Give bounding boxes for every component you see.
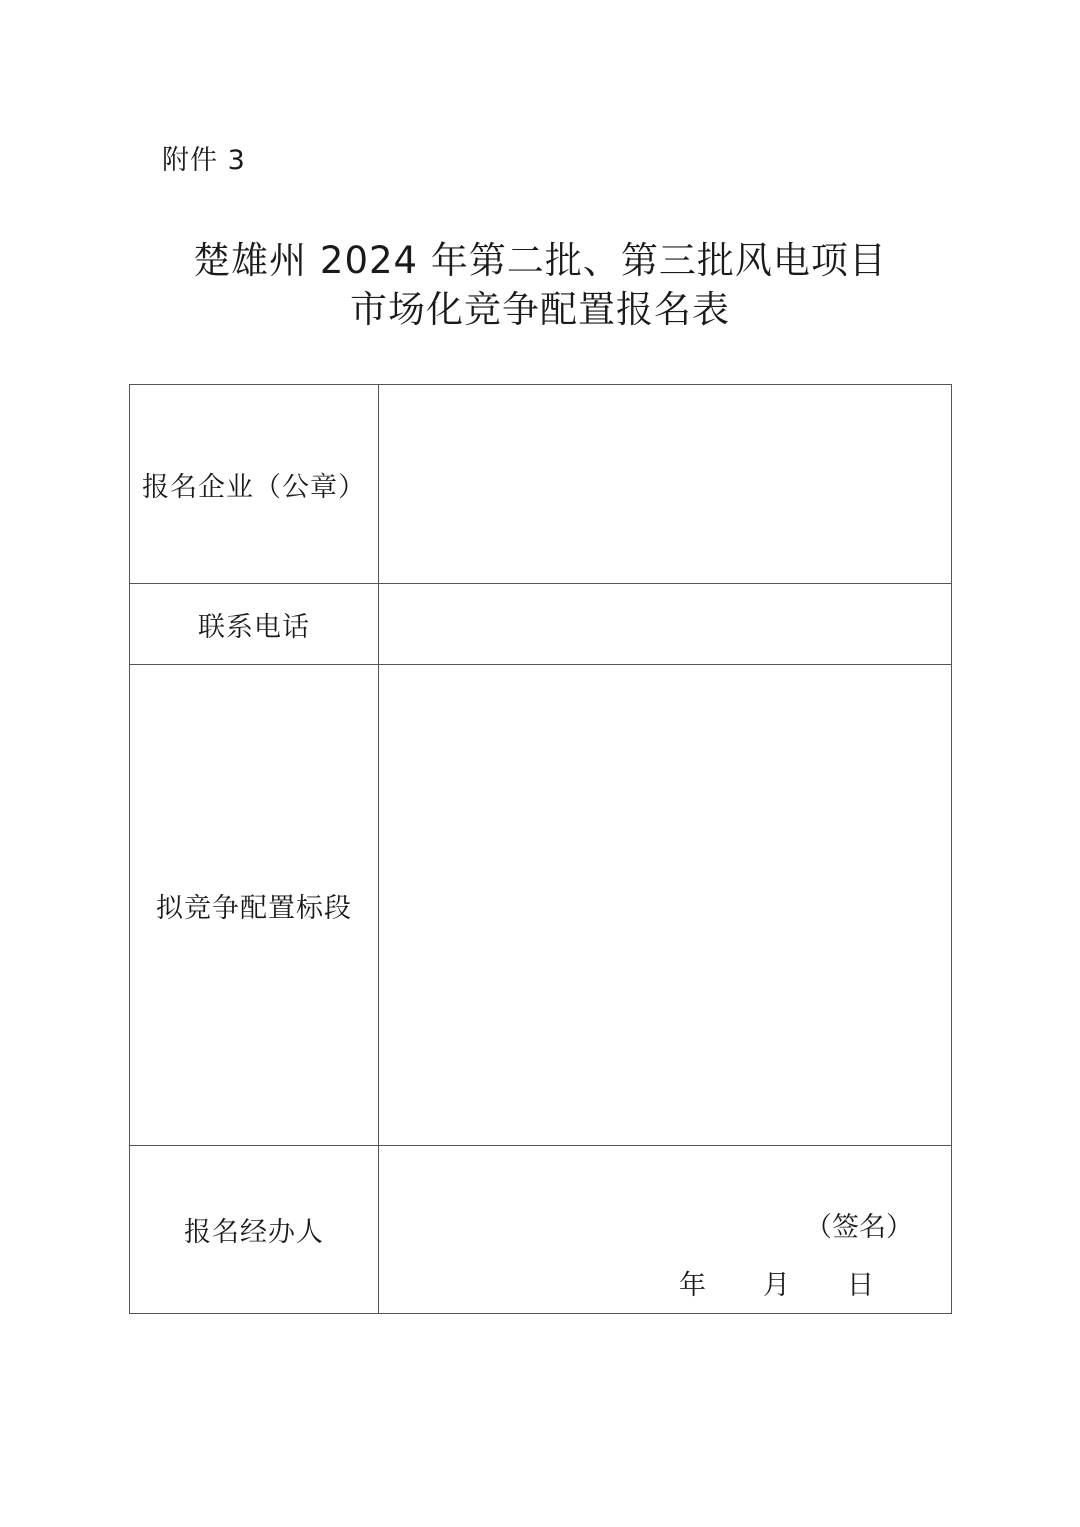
table-row-company [130, 385, 952, 584]
section-field[interactable] [379, 665, 952, 1146]
date-month-label: 月 [763, 1269, 790, 1301]
attachment-label: 附件 3 [162, 145, 246, 176]
title-line-1: 楚雄州 2024 年第二批、第三批风电项目 [193, 239, 887, 282]
table-row-section [130, 665, 952, 1146]
table-row-agent [130, 1145, 952, 1313]
registration-form-table [129, 384, 952, 1314]
table-row-phone [130, 584, 952, 665]
date-day-label: 日 [847, 1269, 874, 1301]
date-line [679, 1268, 874, 1304]
section-label: 拟竞争配置标段 [130, 665, 379, 1146]
signature-note: （签名） [805, 1211, 913, 1243]
title-line-2: 市场化竞争配置报名表 [350, 288, 730, 331]
company-label: 报名企业（公章） [130, 385, 379, 584]
document-title [0, 236, 1080, 334]
phone-label: 联系电话 [130, 584, 379, 665]
phone-field[interactable] [379, 584, 952, 665]
agent-label: 报名经办人 [130, 1145, 379, 1313]
date-year-label: 年 [679, 1269, 706, 1301]
agent-field[interactable] [379, 1145, 952, 1313]
company-field[interactable] [379, 385, 952, 584]
